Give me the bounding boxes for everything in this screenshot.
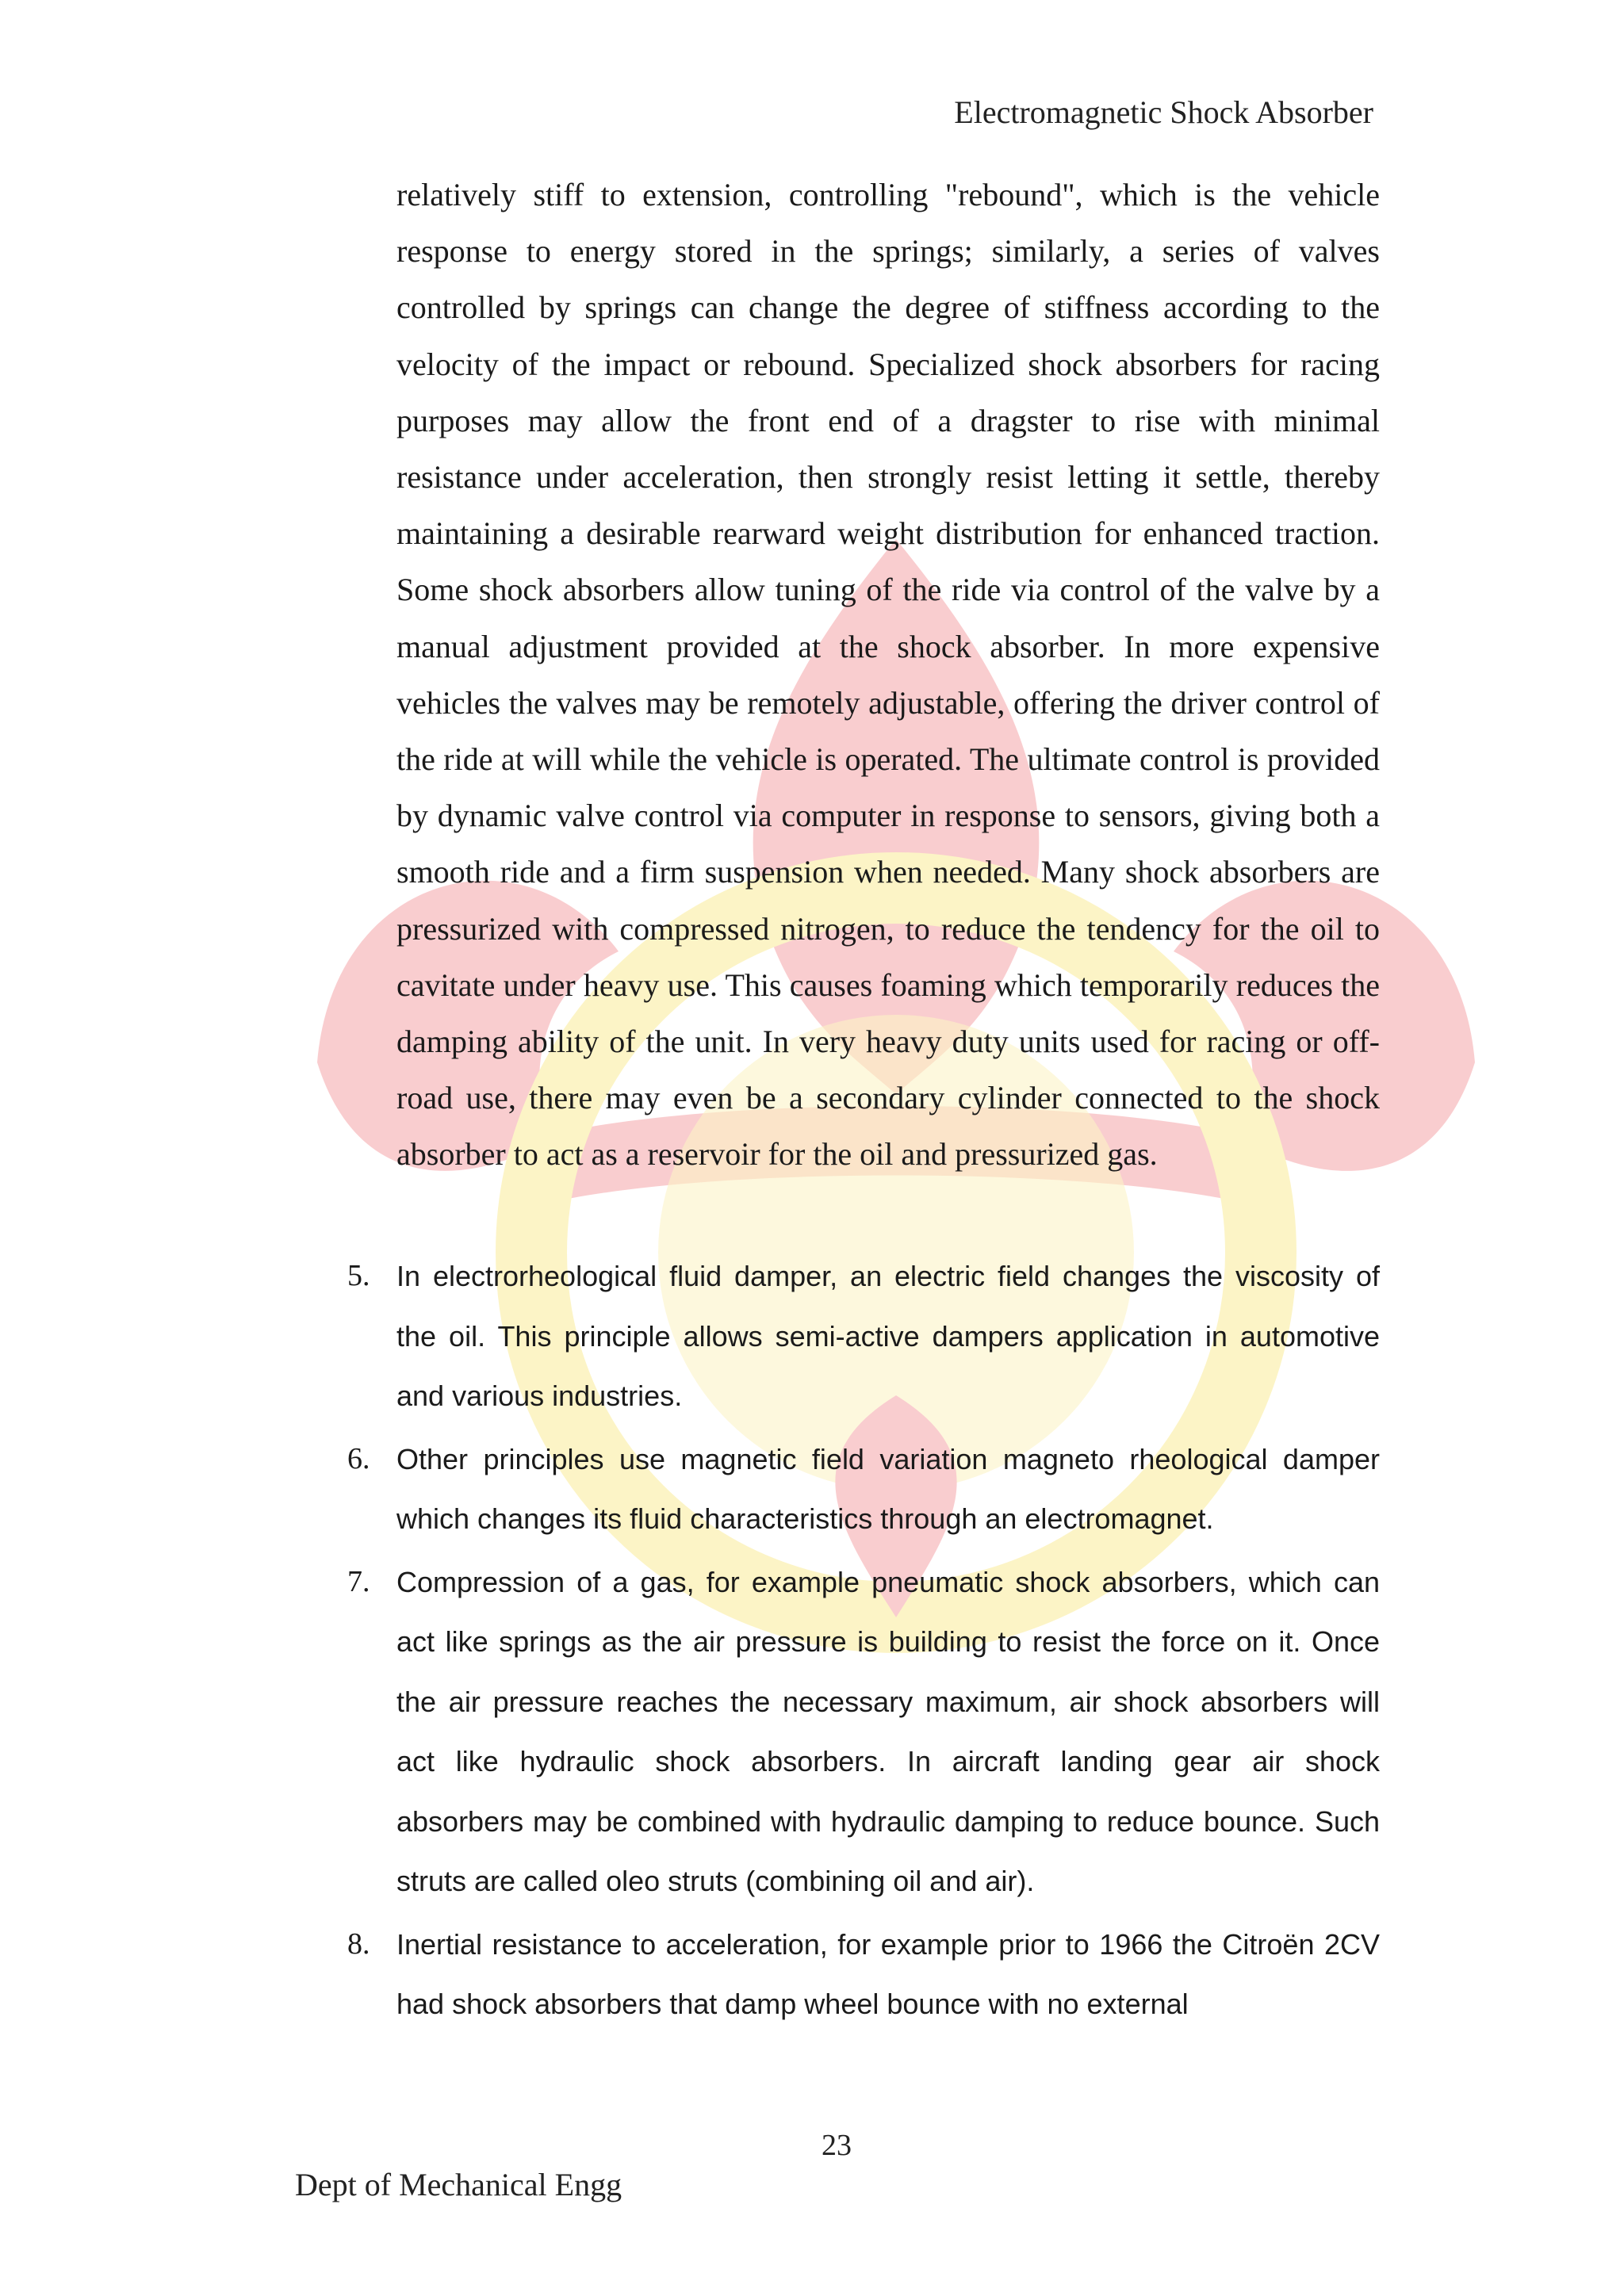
body-paragraph: relatively stiff to extension, controlling "rebound", which is the vehicle response to energy stored in the springs; similarly, a series of valves controlled by springs can change the degree of stiffness according to the velocity of the impact or rebound. Specialized shock absorbers for racing purposes may allow the front end of a dragster to rise with minimal resistance under acceleration, then strongly resist letting it settle, thereby maintaining a desirable rearward weight distribution for enhanced traction. Some shock absorbers allow tuning of the ride via control of the valve by a manual adjustment provided at the shock absorber. In more expensive vehicles the valves may be remotely adjustable, offering the driver control of the ride at will while the vehicle is operated. The ultimate control is provided by dynamic valve control via computer in response to sensors, giving both a smooth ride and a firm suspension when needed. Many shock absorbers are pressurized with compressed nitrogen, to reduce the tendency for the oil to cavitate under heavy use. This causes foaming which temporarily reduces the damping ability of the unit. In very heavy duty units used for racing or off-road use, there may even be a secondary cylinder connected to the shock absorber to act as a reservoir for the oil and pressurized gas. xyxy=(396,177,1380,1173)
numbered-list xyxy=(341,1246,1380,2038)
list-item-number: 5. xyxy=(347,1259,370,1292)
list-item-8 xyxy=(341,1915,1380,2034)
list-item-text: Inertial resistance to acceleration, for example prior to 1966 the Citroën 2CV had shock absorbers that damp wheel bounce with no external xyxy=(396,1927,1380,2020)
list-item-7 xyxy=(341,1552,1380,1911)
list-item-number: 6. xyxy=(347,1441,370,1475)
list-item-text: In electrorheological fluid damper, an electric field changes the viscosity of the oil. This principle allows semi-active dampers application in automotive and various industries. xyxy=(396,1260,1380,1412)
list-item-number: 7. xyxy=(347,1564,370,1598)
running-header-title: Electromagnetic Shock Absorber xyxy=(954,94,1373,130)
footer-department: Dept of Mechanical Engg xyxy=(295,2167,622,2202)
list-item-5 xyxy=(341,1246,1380,1426)
list-item-text: Compression of a gas, for example pneumatic shock absorbers, which can act like springs as the air pressure is building to resist the force on it. Once the air pressure reaches the necessary maximum, air shock absorbers will act like hydraulic shock absorbers. In aircraft landing gear air shock absorbers may be combined with hydraulic damping to reduce bounce. Such struts are called oleo struts (combining oil and air). xyxy=(396,1565,1380,1897)
list-item-text: Other principles use magnetic field variation magneto rheological damper which changes its fluid characteristics through an electromagnet. xyxy=(396,1442,1380,1535)
list-item-number: 8. xyxy=(347,1927,370,1961)
page-number: 23 xyxy=(822,2129,852,2162)
list-item-6 xyxy=(341,1429,1380,1549)
